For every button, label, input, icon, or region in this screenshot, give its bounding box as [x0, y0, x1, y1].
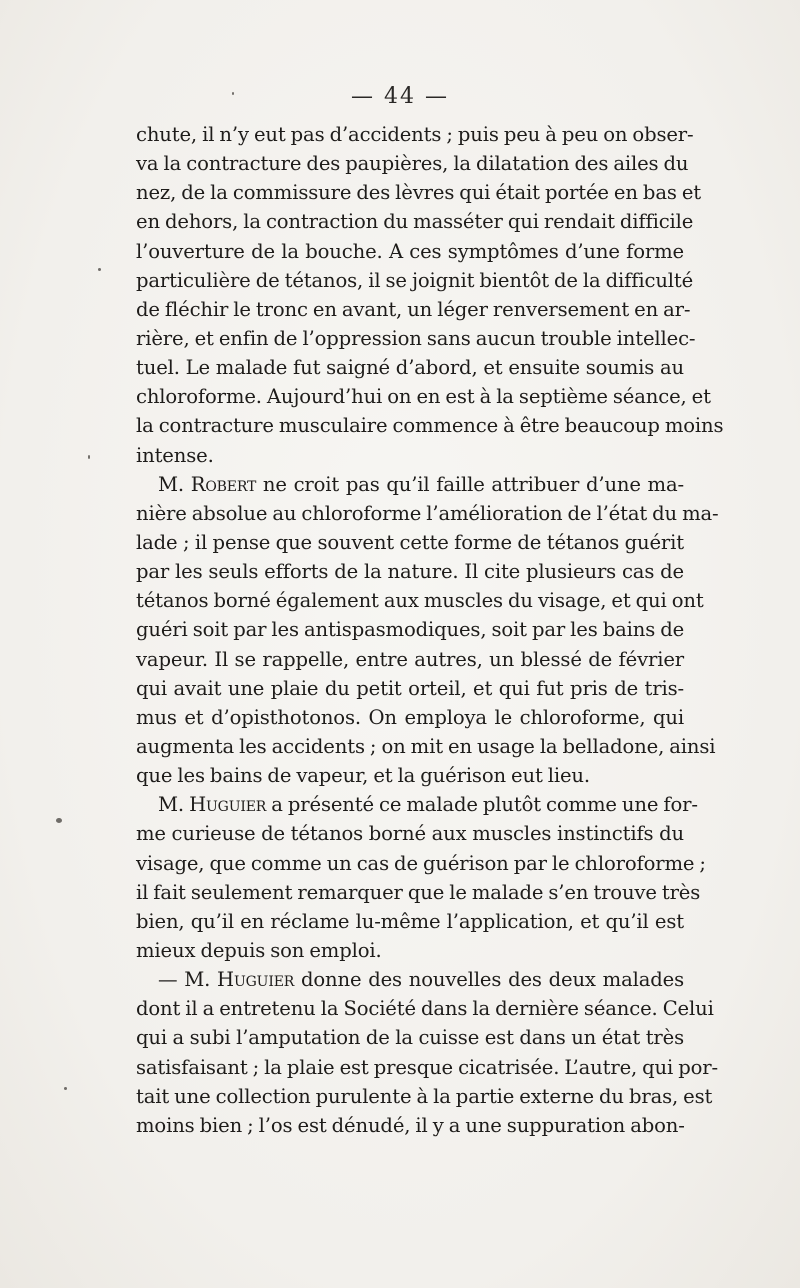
line-text: me curieuse de tétanos borné aux muscles instinctifs du: [136, 822, 684, 846]
line-text: rière, et enfin de l’oppression sans aucun trouble intellec-: [136, 326, 696, 350]
line-text: chute, il n’y eut pas d’accidents ; puis peu à peu on obser-: [136, 123, 694, 146]
text-line: [136, 965, 684, 994]
line-text: augmenta les accidents ; on mit en usage la belladone, ainsi: [136, 734, 716, 758]
text-line: [136, 382, 711, 411]
text-line: [136, 761, 684, 790]
paper-speck: [88, 455, 90, 459]
line-text: nière absolue au chloroforme l’amélioration de l’état du ma-: [136, 501, 719, 525]
text-line: [136, 790, 698, 819]
text-line: [136, 499, 719, 528]
text-line: [136, 1111, 684, 1140]
line-text: bien, qu’il en réclame lu-même l’application, et qu’il est: [136, 909, 684, 933]
line-text: qui a subi l’amputation de la cuisse est dans un état très: [136, 1026, 684, 1050]
line-text: chloroforme. Aujourd’hui on en est à la septième séance, et: [136, 385, 711, 409]
text-line: [136, 207, 694, 236]
line-text: ne croit pas qu’il faille attribuer d’une ma-: [256, 472, 684, 496]
line-text: tuel. Le malade fut saigné d’abord, et ensuite soumis au: [136, 356, 684, 380]
line-text: lade ; il pense que souvent cette forme de tétanos guérit: [136, 530, 684, 554]
text-line: [136, 819, 684, 848]
text-line: [136, 528, 684, 557]
line-prefix: M.: [158, 793, 190, 817]
text-line: [136, 849, 706, 878]
speaker-name: Huguier: [217, 968, 295, 992]
line-text: dont il a entretenu la Société dans la dernière séance. Celui: [136, 997, 714, 1021]
paper-speck: [64, 1087, 67, 1090]
page-number: — 44 —: [351, 84, 449, 109]
line-text: en dehors, la contraction du masséter qui rendait difficile: [136, 210, 694, 234]
line-text: l’ouverture de la bouche. A ces symptômes d’une forme: [136, 239, 684, 263]
text-line: [136, 266, 694, 295]
line-text: mieux depuis son emploi.: [136, 938, 382, 962]
text-line: [136, 149, 689, 178]
text-line: [136, 674, 684, 703]
speaker-name: Robert: [190, 472, 257, 496]
line-text: tétanos borné également aux muscles du visage, et qui ont: [136, 589, 704, 613]
text-line: [136, 353, 684, 382]
text-line: [136, 907, 684, 936]
text-line: [136, 615, 684, 644]
body-text: [136, 120, 724, 1140]
text-line: [136, 178, 701, 207]
text-line: [136, 1023, 684, 1052]
line-text: va la contracture des paupières, la dilatation des ailes du: [136, 152, 689, 176]
text-line: [136, 324, 696, 353]
text-line: [136, 936, 684, 965]
line-text: il fait seulement remarquer que le malade s’en trouve très: [136, 880, 701, 904]
line-text: vapeur. Il se rappelle, entre autres, un blessé de février: [136, 647, 684, 671]
line-text: guéri soit par les antispasmodiques, soit par les bains de: [136, 618, 685, 642]
text-line: [136, 120, 694, 149]
text-line: [136, 732, 716, 761]
line-prefix: M.: [158, 472, 191, 496]
text-line: [136, 557, 684, 586]
text-line: [136, 1053, 718, 1082]
text-line: [136, 994, 714, 1023]
line-text: la contracture musculaire commence à être beaucoup moins: [136, 414, 724, 438]
text-line: [136, 703, 684, 732]
text-line: [136, 1082, 713, 1111]
line-text: que les bains de vapeur, et la guérison eut lieu.: [136, 764, 590, 788]
line-text: satisfaisant ; la plaie est presque cicatrisée. L’autre, qui por-: [136, 1055, 718, 1079]
paper-speck: [56, 818, 62, 823]
line-text: intense.: [136, 443, 214, 467]
paper-speck: [232, 92, 234, 95]
speaker-name: Huguier: [189, 793, 267, 817]
line-text: nez, de la commissure des lèvres qui était portée en bas et: [136, 181, 701, 205]
line-text: visage, que comme un cas de guérison par le chloroforme ;: [136, 851, 706, 875]
line-text: par les seuls efforts de la nature. Il cite plusieurs cas de: [136, 560, 684, 584]
paper-speck: [98, 268, 101, 271]
line-text: particulière de tétanos, il se joignit bientôt de la difficulté: [136, 268, 694, 292]
line-prefix: — M.: [158, 968, 218, 992]
line-text: de fléchir le tronc en avant, un léger renversement en ar-: [136, 297, 691, 321]
line-text: tait une collection purulente à la partie externe du bras, est: [136, 1084, 713, 1108]
line-text: donne des nouvelles des deux malades: [294, 968, 684, 992]
line-text: qui avait une plaie du petit orteil, et qui fut pris de tris-: [136, 676, 684, 700]
line-text: a présenté ce malade plutôt comme une for-: [266, 793, 698, 817]
text-line: [136, 586, 704, 615]
text-line: [136, 470, 684, 499]
line-text: mus et d’opisthotonos. On employa le chloroforme, qui: [136, 705, 684, 729]
line-text: moins bien ; l’os est dénudé, il y a une suppuration abon-: [136, 1113, 685, 1137]
text-line: [136, 441, 684, 470]
text-line: [136, 645, 684, 674]
text-line: [136, 295, 691, 324]
text-line: [136, 878, 701, 907]
text-line: [136, 411, 724, 440]
text-line: [136, 237, 684, 266]
